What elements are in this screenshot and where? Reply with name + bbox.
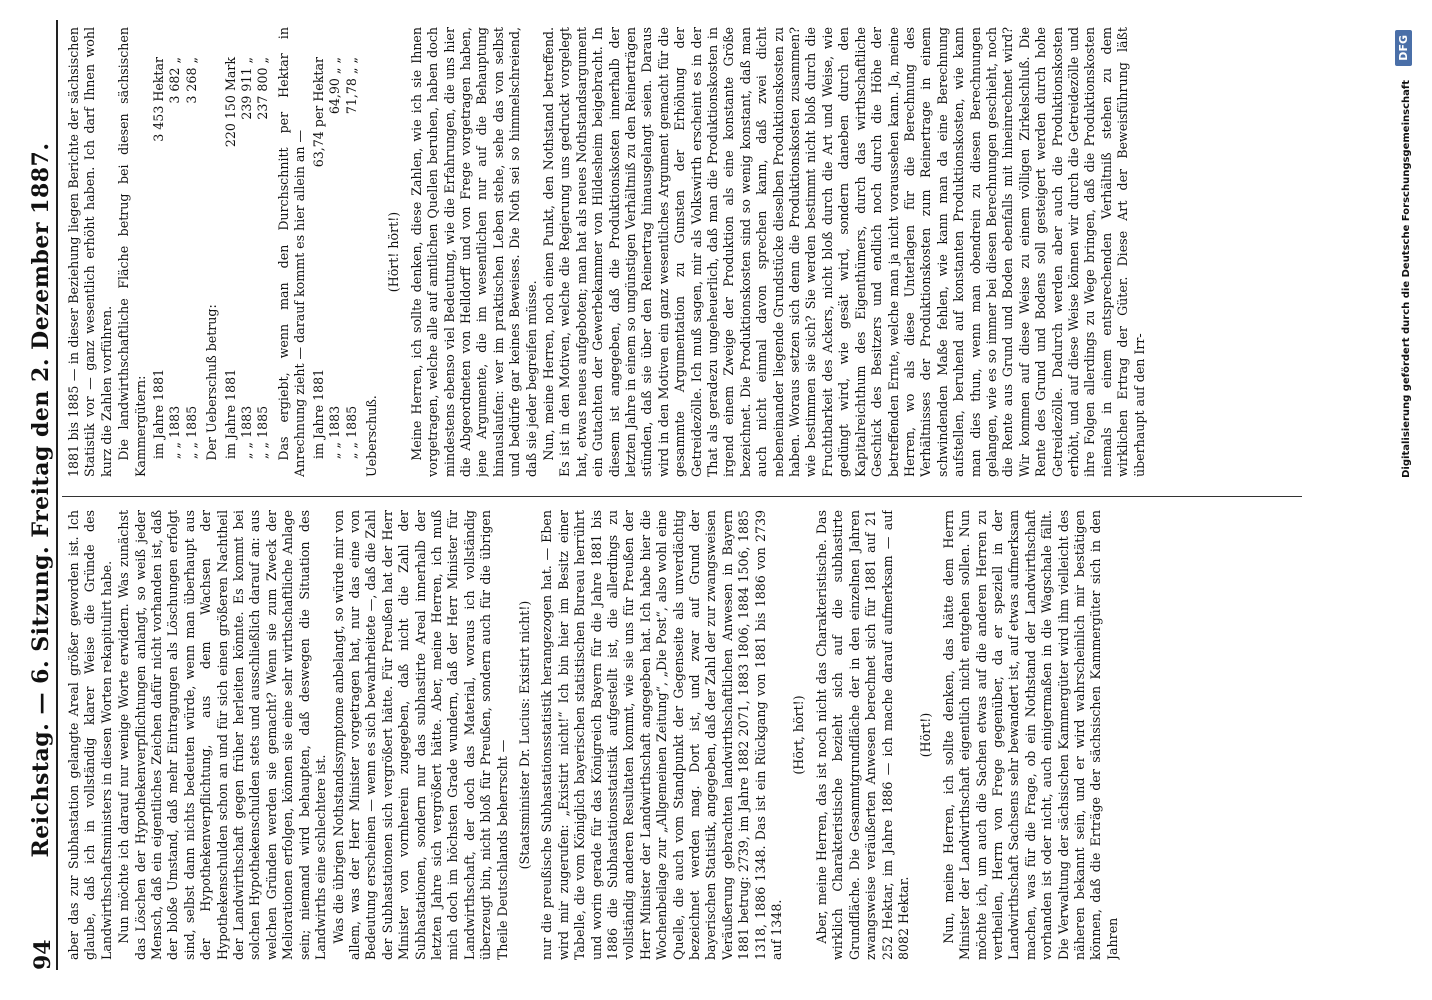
per-hectare-tail: Ueberschuß. <box>363 395 379 477</box>
column-divider <box>62 496 1302 497</box>
stat-row <box>184 27 200 477</box>
stat-label: „ „ 1883 <box>239 405 255 459</box>
digitization-credit: Digitalisierung gefördert durch die Deutsche Forschungsgemeinschaft <box>1401 80 1412 478</box>
stat-row <box>151 27 167 477</box>
page-header <box>20 0 60 1000</box>
paragraph: Nun möchte ich darauf nur wenige Worte erwidern. Was zunächst das Löschen der Hypothekenverpflichtungen anlangt, so weiß jeder Mensch, daß ein eigentliches Zeichen dafür nicht vorhanden ist, daß der bloße Umstand, daß mehr Eintragungen als Löschungen erfolgt sind, selbst dann nichts bedeuten würde, wenn man überhaupt aus der Hypothekenverpflichtung, aus dem Wachsen der Hypothekenschulden schon an und für sich einen größeren Nachtheil der Landwirthschaft gegen früher herleiten könnte. Es kommt bei solchen Hypothekenschulden stets und ausschließlich darauf an: aus welchen Gründen werden sie gemacht? Wenn sie zum Zweck der Meliorationen erfolgen, können sie eine sehr wirthschaftliche Anlage sein; niemand wird behaupten, daß deswegen die Situation des Landwirths eine schlechtere ist. <box>116 510 329 960</box>
per-hectare-heading: Das ergiebt, wenn man den Durchschnitt per Hektar in Anrechnung zieht — darauf kommt es hier allein an — <box>275 27 308 477</box>
interjection: (Hört, hört!) <box>791 695 807 775</box>
stat-row <box>327 27 343 477</box>
stat-label: „ „ 1885 <box>343 405 359 459</box>
surplus-table <box>223 27 272 477</box>
right-column-intro: 1881 bis 1885 — in dieser Beziehung liegen Berichte der sächsischen Statistik vor — ganz wesentlich erhöht haben. Ich darf Ihnen wohl kurz die Zahlen vorführen. <box>66 27 114 477</box>
paragraph: nur die preußische Subhastationsstatistik herangezogen hat. — Eben wird mir zugerufen: „Existirt nicht!“ Ich bin hier im Besitz einer Tabelle, die vom Königlich bayerischen statistischen Bureau herrührt und worin gerade für das Königreich Bayern für die Jahre 1881 bis 1886 die Subhastationsstatistik aufgestellt ist, die allerdings zu vollständig anderen Resultaten kommt, wie sie uns für Preußen der Herr Minister der Landwirthschaft angegeben hat. Ich habe hier die Wochenbeilage zur „Allgemeinen Zeitung“, „Die Post“, also wohl eine Quelle, die auch vom Standpunkt der Gegenseite als unverdächtig bezeichnet werden mag. Dort ist, und zwar auf Grund der bayerischen Statistik, angegeben, daß der Zahl der zur zwangsweisen Veräußerung gebrachten landwirthschaftlichen Anwesen in Bayern 1881 betrug: 2739, im Jahre 1882 2071, 1883 1806, 1884 1506, 1885 1318, 1886 1348. Das ist ein Rückgang von 1881 bis 1886 von 2739 auf 1348. <box>539 510 785 960</box>
paragraph: Aber, meine Herren, das ist noch nicht das Charakteristische. Das wirklich Charakteristische bezieht sich auf die subhastirte Grundfläche. Die Gesammtgrundfläche der in den einzelnen Jahren zwangsweise veräußerten Anwesen berechnet sich für 1881 auf 21 252 Hektar, im Jahre 1886 — ich mache darauf aufmerksam — auf 8082 Hektar. <box>813 510 911 960</box>
stat-row <box>167 27 183 477</box>
interjection: (Hört! hört!) <box>386 211 402 293</box>
dfg-logo: DFG <box>1395 30 1412 66</box>
stat-row <box>223 27 239 477</box>
stat-row <box>255 27 271 477</box>
per-hectare-table <box>311 27 360 477</box>
left-column <box>66 510 1306 960</box>
stat-row <box>239 27 255 477</box>
page-title: Reichstag. — 6. Sitzung. Freitag den 2. Dezember 1887. <box>28 142 54 858</box>
stat-value: 63,74 per Hektar <box>310 57 326 168</box>
surplus-heading: Der Ueberschuß betrug: <box>204 304 220 461</box>
paragraph: Nun, meine Herren, noch einen Punkt, den Nothstand betreffend. Es ist in den Motiven, welche die Regierung uns gedruckt vorgelegt hat, etwas neues aufgeboten; man hat als neues Nothstandsargument ein Gutachten der Gewerbekammer von Hildesheim beigebracht. In diesem ist angegeben, daß die Produktionskosten innerhalb der letzten Jahre in einem so ungünstigen Verhältniß zu den Reinerträgen stünden, daß sie über den Reinertrag hinausgelangt seien. Daraus wird in den Motiven ein ganz wesentliches Argument gemacht für die gesammte Argumentation zu Gunsten der Erhöhung der Getreidezölle. Ich muß sagen, mir als Volkswirth erscheint es in der That als geradezu ungeheuerlich, daß man die Produktionskosten in irgend einem Zweige der Produktion als eine konstante Größe bezeichnet. Die Produktionskosten sind so wenig konstant, daß man auch nicht einmal davon sprechen kann, daß zwei dicht nebeneinander liegende Grundstücke dieselben Produktionskosten zu haben. Woraus setzen sich denn die Produktionskosten zusammen? wie bestimmen sie sich? Sie werden bestimmt nicht bloß durch die Fruchtbarkeit des Ackers, nicht bloß durch die Art und Weise, wie gedüngt wird, wie gesät wird, sondern daneben durch den Kapitalreichthum des Eigenthümers, durch das wirthschaftliche Geschick des Besitzers und endlich noch durch die Höhe der betreffenden Ernte, welche man ja nicht voraussehen kann. Ja, meine Herren, wo als diese Unterlagen für die Berechnung des Verhältnisses der Produktionskosten zum Reinertrage in einem schwindenden Maße fehlen, wie kann man da eine Berechnung aufstellen, beruhend auf konstanten Produktionskosten, wie kann man dies thun, wenn man obendrein zu diesen Berechnungen gelangen, wie es so immer bei diesen Berechnungen geschieht, noch die Rente aus Grund und Boden ebenfalls mit hineinrechnet wird? Wir kommen auf diese Weise zu einem völligen Zirkelschluß. Die Rente des Grund und Bodens soll gesteigert werden durch hohe Getreidezölle. Dadurch werden aber auch die Produktionskosten erhöht, und auf diese Weise können wir durch die Getreidezölle und ihre Folgen allerdings zu Wege bringen, daß die Produktionskosten niemals in einem entsprechenden Verhältniß stehen zu dem wirklichen Ertrag der Güter. Diese Art der Beweisführung läßt überhaupt auf den Irr- <box>540 27 1147 477</box>
right-column <box>66 27 1306 477</box>
stat-value: 64,90 „ „ <box>327 57 343 115</box>
stat-label: im Jahre 1881 <box>310 368 326 459</box>
area-table <box>151 27 200 477</box>
paragraph: Was die übrigen Nothstandssymptome anbelangt, so würde mir von allem, was der Herr Minister vorgetragen hat, nur das eine von Bedeutung erscheinen — wenn es sich bewahrheitete —, daß die Zahl der Subhastationen sich vergrößert hätte. Für Preußen hat der Herr Minister von vornherein zugegeben, daß nicht die Zahl der Subhastationen, sondern nur das subhastirte Areal innerhalb der letzten Jahre sich vergrößert hätte. Aber, meine Herren, ich muß mich doch im höchsten Grade wundern, daß der Herr Minister für Landwirthschaft, der doch das Material, woraus ich vollständig überzeugt bin, nicht bloß für Preußen, sondern auch für die übrigen Theile Deutschlands beherrscht — <box>330 510 510 960</box>
paragraph: aber das zur Subhastation gelangte Areal größer geworden ist. Ich glaube, daß ich in vollständig klarer Weise die Gründe des Landwirthschaftsministers in diesen Worten rekapitulirt habe. <box>66 510 114 960</box>
paragraph: Nun, meine Herren, ich sollte denken, das hätte dem Herrn Minister der Landwirthschaft eigentlich nicht entgehen sollen. Nun möchte ich, um auch die Sachen etwas auf die anderen Herren zu vertheilen, Herrn von Frege gegenüber, da er speziell in der Landwirthschaft Sachsens sehr bewandert ist, auf etwas aufmerksam machen, was für die Frage, ob ein Nothstand der Landwirthschaft vorhanden ist oder nicht, auch einigermaßen in die Wagschale fällt. Die Verwaltung der sächsischen Kammergüter wird ihm vielleicht des näheren bekannt sein, und er wird wahrscheinlich mir bestätigen können, daß die Erträge der sächsischen Kammergüter sich in den Jahren <box>940 510 1120 960</box>
stat-row <box>311 27 327 477</box>
stat-label: im Jahre 1881 <box>151 368 167 459</box>
header-rule <box>56 20 58 970</box>
right-column-body <box>386 27 1148 477</box>
stat-value: 220 150 Mark <box>222 57 238 148</box>
stat-value: 237 800 „ <box>255 57 271 120</box>
interjection: (Staatsminister Dr. Lucius: Existirt nicht!) <box>516 600 532 870</box>
stat-label: „ „ 1885 <box>255 405 271 459</box>
stat-value: 239 911 „ <box>239 57 255 120</box>
area-heading: Die landwirthschaftliche Fläche betrug bei diesen sächsischen Kammergütern: <box>116 27 148 477</box>
stat-label: „ „ 1883 <box>167 405 183 459</box>
stat-row <box>344 27 360 477</box>
paragraph: Meine Herren, ich sollte denken, diese Zahlen, wie ich sie Ihnen vorgetragen, welche alle auf amtlichen Quellen beruhen, haben doch mindestens ebenso viel Bedeutung, wie die Erfahrungen, die uns hier die Abgeordneten von Helldorff und von Frege vorgetragen haben, jene Argumente, die im wesentlichen nur auf die Behauptung hinauslaufen: wer im praktischen Leben stehe, sehe das von selbst und bedürfe gar keines Beweises. Die Noth sei so himmelschreiend, daß sie jeder begreifen müsse. <box>408 27 539 477</box>
stat-label: „ „ 1885 <box>183 405 199 459</box>
stat-value: 71,78 „ „ <box>343 57 359 115</box>
interjection: (Hört!) <box>918 712 934 758</box>
stat-value: 3 268 „ <box>183 57 199 104</box>
stat-label: im Jahre 1881 <box>222 368 238 459</box>
stat-value: 3 682 „ <box>167 57 183 104</box>
page-number: 94 <box>30 939 56 970</box>
stat-label: „ „ 1883 <box>327 405 343 459</box>
stat-value: 3 453 Hektar <box>151 57 167 142</box>
